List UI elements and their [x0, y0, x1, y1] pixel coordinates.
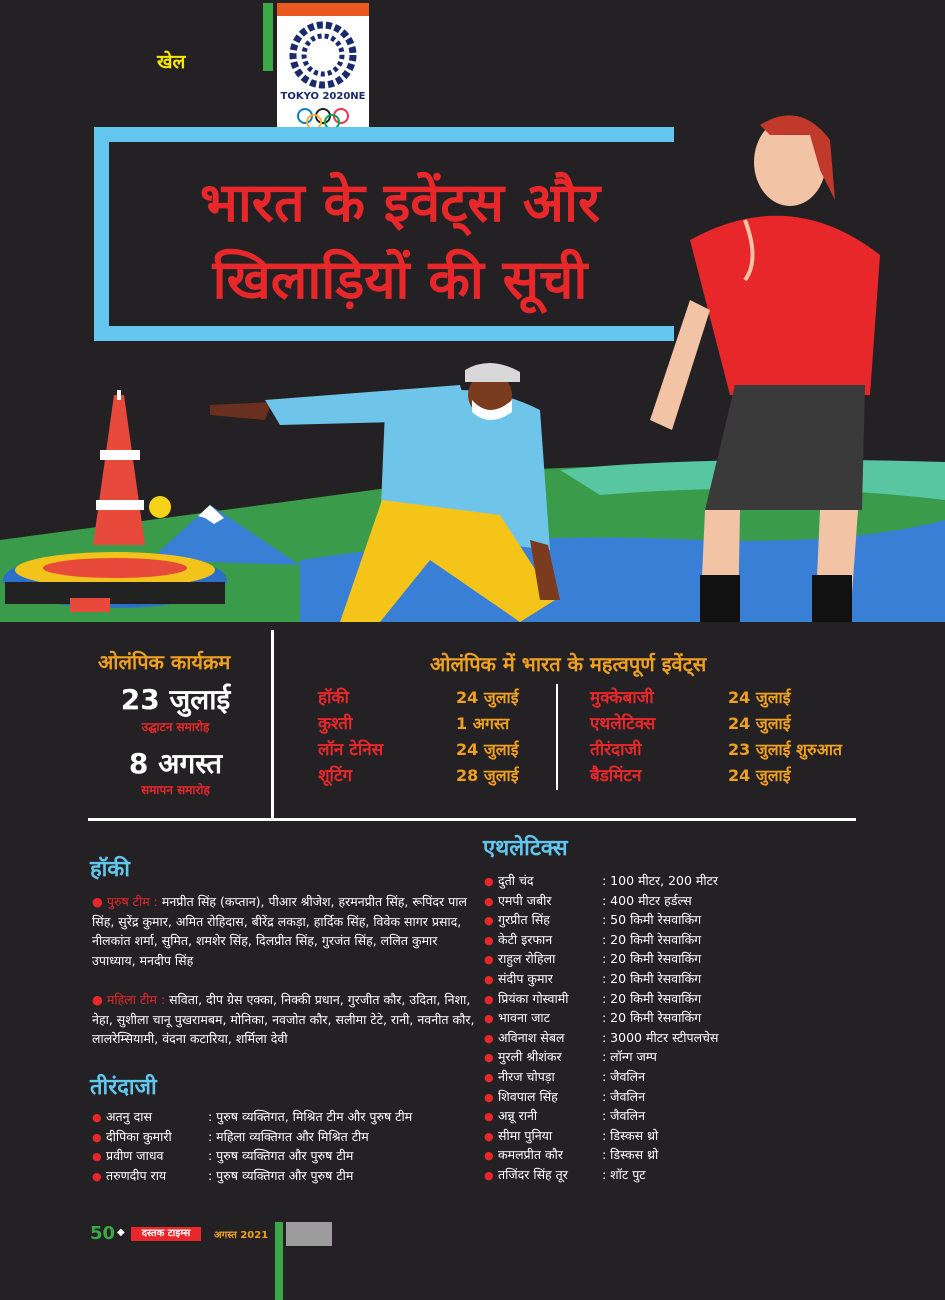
event-row — [590, 737, 860, 763]
player-name: प्रियंका गोस्वामी — [498, 990, 569, 1006]
bullet-icon: ● — [92, 894, 107, 909]
event-row — [590, 763, 860, 789]
schedule-heading: ओलंपिक कार्यक्रम — [98, 650, 231, 674]
list-item — [484, 1106, 864, 1126]
list-item — [484, 1008, 864, 1028]
list-item — [484, 1047, 864, 1067]
list-item — [484, 969, 864, 989]
bullet-icon: ● — [484, 1168, 494, 1182]
event-name: शूटिंग — [318, 766, 353, 786]
list-item — [484, 930, 864, 950]
hockey-heading: हॉकी — [90, 857, 130, 882]
tokyo-2020-logo — [277, 3, 369, 147]
bullet-icon: ● — [484, 953, 494, 967]
list-item — [484, 1028, 864, 1048]
player-name: एमपी जबीर — [498, 892, 552, 908]
bullet-icon: ● — [92, 1150, 102, 1164]
list-item — [484, 989, 864, 1009]
event-row — [318, 737, 548, 763]
event-name: हॉकी — [318, 688, 349, 708]
event-name: कुश्ती — [318, 714, 353, 734]
opening-date: 23 जुलाई — [120, 683, 231, 716]
event-date: 24 जुलाई — [728, 766, 791, 785]
divider-vertical-events — [556, 684, 558, 790]
events-heading: ओलंपिक में भारत के महत्वपूर्ण इवेंट्स — [430, 652, 707, 676]
logo-text: TOKYO 2020NE — [280, 91, 366, 102]
player-event: : 20 किमी रेसवाकिंग — [602, 990, 702, 1006]
player-event: : पुरुष व्यक्तिगत और पुरुष टीम — [208, 1148, 354, 1164]
player-name: अविनाश सेबल — [498, 1029, 565, 1045]
bullet-icon: ● — [484, 1129, 494, 1143]
player-event: : लॉन्ग जम्प — [602, 1049, 657, 1065]
bullet-icon: ● — [92, 1169, 102, 1183]
event-row — [590, 711, 860, 737]
list-item — [92, 1107, 492, 1127]
athletics-heading: एथलेटिक्स — [483, 836, 568, 861]
women-team-label: महिला टीम : — [106, 992, 166, 1007]
player-name: दीपिका कुमारी — [106, 1128, 172, 1144]
player-event: : 20 किमी रेसवाकिंग — [602, 970, 702, 986]
player-name: संदीप कुमार — [498, 970, 553, 986]
player-name: तजिंदर सिंह तूर — [498, 1166, 568, 1182]
page-number: 50 — [90, 1223, 116, 1244]
event-row — [318, 711, 548, 737]
player-name: दुती चंद — [498, 873, 534, 888]
player-name: केटी इरफान — [498, 931, 553, 947]
olympic-rings-icon — [277, 107, 369, 129]
player-event: : 20 किमी रेसवाकिंग — [602, 1010, 702, 1026]
bullet-icon: ● — [484, 1012, 494, 1026]
event-name: एथलेटिक्स — [590, 714, 656, 734]
event-date: 1 अगस्त — [456, 714, 510, 733]
list-item — [484, 871, 864, 891]
logo-stripe-top — [277, 3, 369, 16]
event-date: 28 जुलाई — [456, 766, 519, 785]
player-name: भावना जाट — [498, 1010, 550, 1026]
bullet-icon: ● — [484, 1031, 494, 1045]
page-title-line-1: भारत के इवेंट्स और — [199, 171, 601, 234]
diamond-icon: ◆ — [117, 1227, 125, 1238]
list-item — [92, 1127, 492, 1147]
event-date: 24 जुलाई — [456, 688, 519, 707]
player-name: तरुणदीप राय — [106, 1167, 167, 1183]
player-event: : जैवलिन — [602, 1108, 646, 1124]
list-item — [92, 1166, 492, 1186]
list-item — [92, 1146, 492, 1166]
events-right-list — [590, 685, 860, 789]
title-frame-bottom — [94, 326, 674, 341]
decorative-green-bar — [263, 3, 273, 71]
player-name: राहुल रोहिला — [498, 951, 556, 967]
player-event: : 3000 मीटर स्टीपलचेस — [602, 1029, 719, 1045]
event-name: लॉन टेनिस — [318, 740, 384, 760]
hockey-men-block — [92, 892, 477, 970]
event-name: मुक्केबाजी — [590, 688, 654, 708]
issue-date: अगस्त 2021 — [214, 1230, 269, 1241]
page-title-line-2: खिलाड़ियों की सूची — [212, 248, 588, 311]
bullet-icon: ● — [484, 933, 494, 947]
bullet-icon: ● — [484, 1149, 494, 1163]
athletics-list — [484, 871, 864, 1185]
closing-date: 8 अगस्त — [128, 747, 223, 780]
list-item — [484, 1165, 864, 1185]
player-event: : जैवलिन — [602, 1068, 646, 1084]
magazine-name: दस्तक टाइम्स — [131, 1227, 201, 1241]
tokyo-emblem-icon — [277, 17, 369, 102]
player-name: सीमा पुनिया — [498, 1127, 553, 1143]
player-event: : महिला व्यक्तिगत और मिश्रित टीम — [208, 1128, 369, 1144]
player-event: : शॉट पुट — [602, 1166, 646, 1182]
player-name: अतनु दास — [106, 1109, 152, 1124]
player-event: : 20 किमी रेसवाकिंग — [602, 951, 702, 967]
event-row — [318, 685, 548, 711]
player-name: अन्नू रानी — [498, 1108, 538, 1124]
player-name: गुरप्रीत सिंह — [498, 912, 550, 928]
event-date: 24 जुलाई — [456, 740, 519, 759]
events-left-list — [318, 685, 548, 789]
bullet-icon: ● — [484, 1051, 494, 1065]
event-date: 23 जुलाई शुरुआत — [728, 740, 843, 759]
event-row — [590, 685, 860, 711]
list-item — [484, 1126, 864, 1146]
player-name: प्रवीण जाधव — [106, 1148, 164, 1164]
decorative-grey-box — [286, 1222, 332, 1246]
archery-heading: तीरंदाजी — [90, 1075, 157, 1100]
hockey-women-block — [92, 990, 477, 1049]
bullet-icon: ● — [484, 1110, 494, 1124]
bullet-icon: ● — [484, 875, 494, 888]
title-frame-left — [94, 127, 109, 341]
player-event: : जैवलिन — [602, 1088, 646, 1104]
list-item — [484, 1145, 864, 1165]
player-event: : पुरुष व्यक्तिगत और पुरुष टीम — [208, 1167, 354, 1183]
men-team-label: पुरुष टीम : — [106, 894, 158, 909]
player-name: नीरज चोपड़ा — [498, 1068, 555, 1084]
bullet-icon: ● — [484, 1090, 494, 1104]
bullet-icon: ● — [484, 992, 494, 1006]
player-event: : डिस्कस थ्रो — [602, 1127, 659, 1143]
event-name: तीरंदाजी — [590, 740, 642, 760]
player-event: : पुरुष व्यक्तिगत, मिश्रित टीम और पुरुष टीम — [208, 1109, 413, 1124]
bullet-icon: ● — [92, 1111, 102, 1124]
player-event: : डिस्कस थ्रो — [602, 1147, 659, 1163]
women-team-players: सविता, दीप ग्रेस एक्का, निक्की प्रधान, गुरजीत कौर, उदिता, निशा, नेहा, सुशीला चानू पुखरामबम, मोनिका, नवजोत कौर, सलीमा टेटे, रानी, नवनीत कौर, लालरेम्सियामी, वंदना कटारिया, शर्मिला देवी — [92, 992, 475, 1046]
bullet-icon: ● — [92, 1130, 102, 1144]
bullet-icon: ● — [92, 992, 107, 1007]
divider-vertical — [271, 630, 274, 818]
list-item — [484, 891, 864, 911]
bullet-icon: ● — [484, 894, 494, 908]
player-event: : 400 मीटर हर्डल्स — [602, 892, 692, 908]
bullet-icon: ● — [484, 914, 494, 928]
archery-list — [92, 1107, 492, 1185]
event-row — [318, 763, 548, 789]
title-frame-top — [94, 127, 674, 142]
divider-horizontal — [88, 818, 856, 821]
list-item — [484, 949, 864, 969]
player-event: : 100 मीटर, 200 मीटर — [602, 873, 719, 888]
player-event: : 20 किमी रेसवाकिंग — [602, 931, 702, 947]
closing-label: समापन समारोह — [141, 783, 210, 797]
decorative-green-bar-footer — [275, 1222, 283, 1300]
event-name: बैडमिंटन — [590, 766, 642, 786]
list-item — [484, 1067, 864, 1087]
event-date: 24 जुलाई — [728, 688, 791, 707]
men-team-players: मनप्रीत सिंह (कप्तान), पीआर श्रीजेश, हरमनप्रीत सिंह, रूपिंदर पाल सिंह, सुरेंद्र कुमार, अमित रोहिदास, बीरेंद्र लकड़ा, हार्दिक सिंह, विवेक सागर प्रसाद, नीलकांत शर्मा, सुमित, शमशेर सिंह, दिलप्रीत सिंह, गुरजंत सिंह, ललित कुमार उपाध्याय, मनदीप सिंह — [92, 894, 467, 968]
bullet-icon: ● — [484, 972, 494, 986]
player-name: शिवपाल सिंह — [498, 1088, 558, 1104]
section-label: खेल — [157, 51, 186, 73]
player-name: मुरली श्रीशंकर — [498, 1049, 562, 1065]
event-date: 24 जुलाई — [728, 714, 791, 733]
bullet-icon: ● — [484, 1070, 494, 1084]
player-name: कमलप्रीत कौर — [498, 1147, 563, 1163]
opening-label: उद्घाटन समारोह — [141, 720, 210, 734]
list-item — [484, 910, 864, 930]
list-item — [484, 1087, 864, 1107]
player-event: : 50 किमी रेसवाकिंग — [602, 912, 702, 928]
